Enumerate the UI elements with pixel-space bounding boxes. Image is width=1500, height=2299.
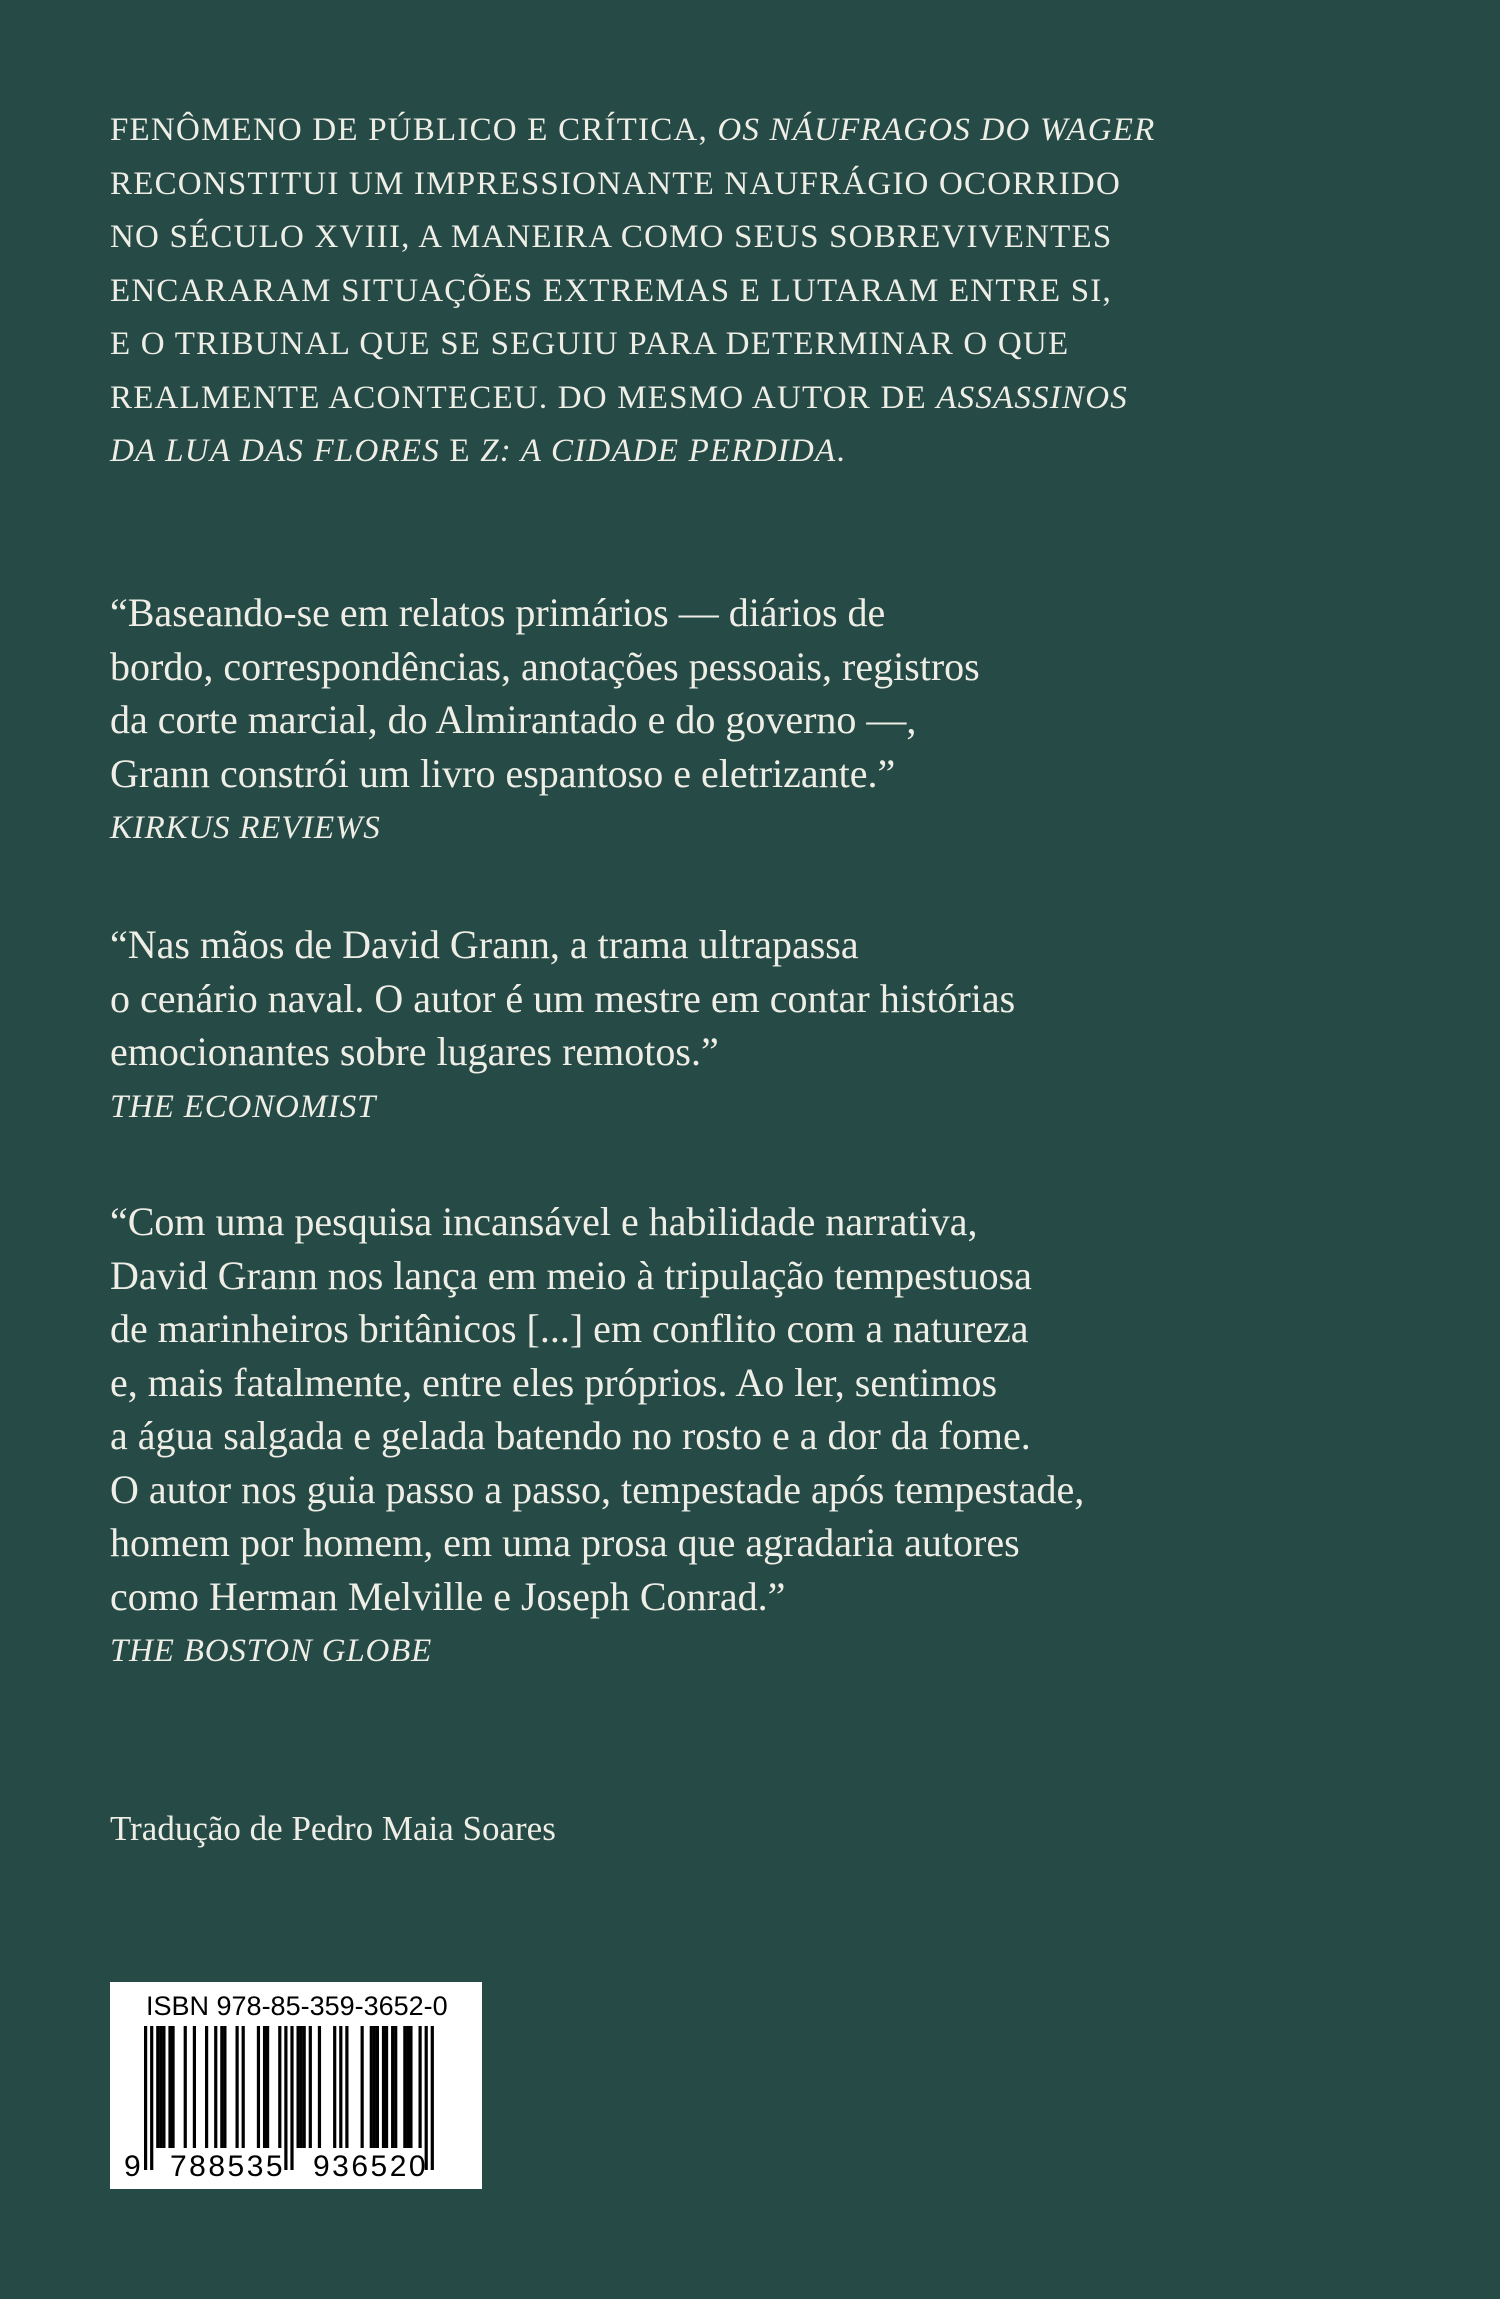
barcode-bar [290, 2026, 293, 2170]
blurb-title-italic: DA LUA DAS FLORES [110, 433, 440, 469]
quote-line: bordo, correspondências, anotações pessoais, registros [110, 643, 980, 689]
barcode-bar [278, 2026, 281, 2148]
barcode-bar [242, 2026, 245, 2148]
barcode-bar [159, 2026, 162, 2148]
barcode-bar [184, 2026, 187, 2148]
barcode-bar [318, 2026, 321, 2148]
quote-line: da corte marcial, do Almirantado e do governo —, [110, 697, 917, 742]
quote-line: Grann constrói um livro espantoso e eletrizante.” [110, 750, 896, 796]
barcode-bar [171, 2026, 174, 2148]
review-quote-economist [110, 918, 1270, 1131]
barcode-bar [297, 2026, 300, 2148]
barcode-bar [144, 2026, 147, 2170]
barcode-bar [345, 2026, 348, 2148]
barcode-bar [205, 2026, 208, 2148]
barcode-bar [419, 2026, 422, 2148]
blurb-title-italic: OS NÁUFRAGOS DO WAGER [717, 112, 1156, 148]
quote-text [110, 586, 1270, 800]
barcode-digits-left: 788535 [170, 2150, 286, 2183]
barcode-bar [339, 2026, 342, 2148]
barcode-bar [236, 2026, 239, 2148]
blurb-text: REALMENTE ACONTECEU. DO MESMO AUTOR DE [110, 379, 937, 416]
barcode-bar [370, 2026, 373, 2148]
barcode-bar [193, 2026, 196, 2148]
quote-line: como Herman Melville e Joseph Conrad.” [110, 1573, 786, 1619]
blurb-line [110, 372, 1230, 426]
barcode-bar [284, 2026, 287, 2170]
barcode-bar [257, 2026, 260, 2148]
barcode-bar [168, 2026, 171, 2148]
barcode-bar [309, 2026, 312, 2148]
quote-source: THE ECONOMIST [110, 1088, 377, 1125]
quote-line: homem por homem, em uma prosa que agradaria autores [110, 1520, 1020, 1565]
quote-line: e, mais fatalmente, entre eles próprios. Ao ler, sentimos [110, 1359, 998, 1405]
barcode-bar [406, 2026, 409, 2148]
blurb-line [110, 265, 1230, 319]
isbn-barcode [110, 1982, 482, 2189]
barcode-bar [150, 2026, 153, 2170]
quote-line: O autor nos guia passo a passo, tempestade após tempestade, [110, 1466, 1085, 1512]
blurb-line [110, 211, 1230, 265]
blurb-text: NO SÉCULO XVIII, A MANEIRA COMO SEUS SOBREVIVENTES [110, 219, 1113, 255]
review-quote-boston-globe [110, 1195, 1270, 1675]
blurb-line [110, 158, 1230, 212]
review-quote-kirkus [110, 586, 1270, 852]
blurb-text: ENCARARAM SITUAÇÕES EXTREMAS E LUTARAM ENTRE SI, [110, 272, 1112, 309]
quote-text [110, 918, 1270, 1079]
blurb-line [110, 318, 1230, 372]
blurb-title-italic: Z: A CIDADE PERDIDA [480, 433, 837, 469]
translator-credit: Tradução de Pedro Maia Soares [110, 1809, 556, 1848]
blurb-title-italic: ASSASSINOS [936, 379, 1128, 416]
barcode-bar [431, 2026, 434, 2170]
barcode-bar [333, 2026, 336, 2148]
blurb-text: RECONSTITUI UM IMPRESSIONANTE NAUFRÁGIO OCORRIDO [110, 165, 1121, 202]
quote-line: David Grann nos lança em meio à tripulação tempestuosa [110, 1252, 1032, 1298]
quote-line: “Com uma pesquisa incansável e habilidade narrativa, [110, 1199, 978, 1244]
barcode-bar [361, 2026, 364, 2148]
blurb-text: E O TRIBUNAL QUE SE SEGUIU PARA DETERMINAR O QUE [110, 326, 1070, 362]
barcode-digit-first: 9 [124, 2150, 141, 2183]
barcode-bar [156, 2026, 159, 2148]
quote-line: “Nas mãos de David Grann, a trama ultrapassa [110, 922, 859, 967]
barcode-bar [303, 2026, 306, 2148]
blurb-text: E [439, 433, 481, 469]
quote-source: KIRKUS REVIEWS [110, 810, 381, 846]
blurb-line [110, 104, 1230, 158]
barcode-bar [403, 2026, 406, 2148]
quote-line: emocionantes sobre lugares remotos.” [110, 1029, 719, 1074]
barcode-bar [223, 2026, 226, 2148]
barcode-bar [425, 2026, 428, 2170]
synopsis-blurb [110, 104, 1230, 479]
quote-line: “Baseando-se em relatos primários — diários de [110, 590, 886, 635]
barcode-bar [409, 2026, 412, 2148]
barcode-bar [214, 2026, 217, 2148]
barcode-bar [300, 2026, 303, 2148]
quote-line: o cenário naval. O autor é um mestre em contar histórias [110, 975, 1016, 1021]
isbn-label: ISBN 978-85-359-3652-0 [146, 1991, 448, 2021]
barcode-digits-right: 936520 [313, 2150, 429, 2183]
quote-source: THE BOSTON GLOBE [110, 1633, 433, 1669]
barcode-bar [220, 2026, 223, 2148]
quote-line: a água salgada e gelada batendo no rosto e a dor da fome. [110, 1413, 1031, 1458]
blurb-line [110, 425, 1230, 479]
blurb-text: FENÔMENO DE PÚBLICO E CRÍTICA, [110, 112, 718, 148]
quote-text [110, 1195, 1270, 1623]
barcode-bar [391, 2026, 394, 2148]
quote-line: de marinheiros britânicos [...] em conflito com a natureza [110, 1306, 1029, 1351]
barcode-bar [394, 2026, 397, 2148]
barcode-bar [376, 2026, 379, 2148]
barcode-bar [385, 2026, 388, 2148]
barcode-bar [373, 2026, 376, 2148]
blurb-text: . [836, 433, 846, 469]
barcode-bar [266, 2026, 269, 2148]
barcode-bar [263, 2026, 266, 2148]
barcode-bar [382, 2026, 385, 2148]
barcode-bar [162, 2026, 165, 2148]
